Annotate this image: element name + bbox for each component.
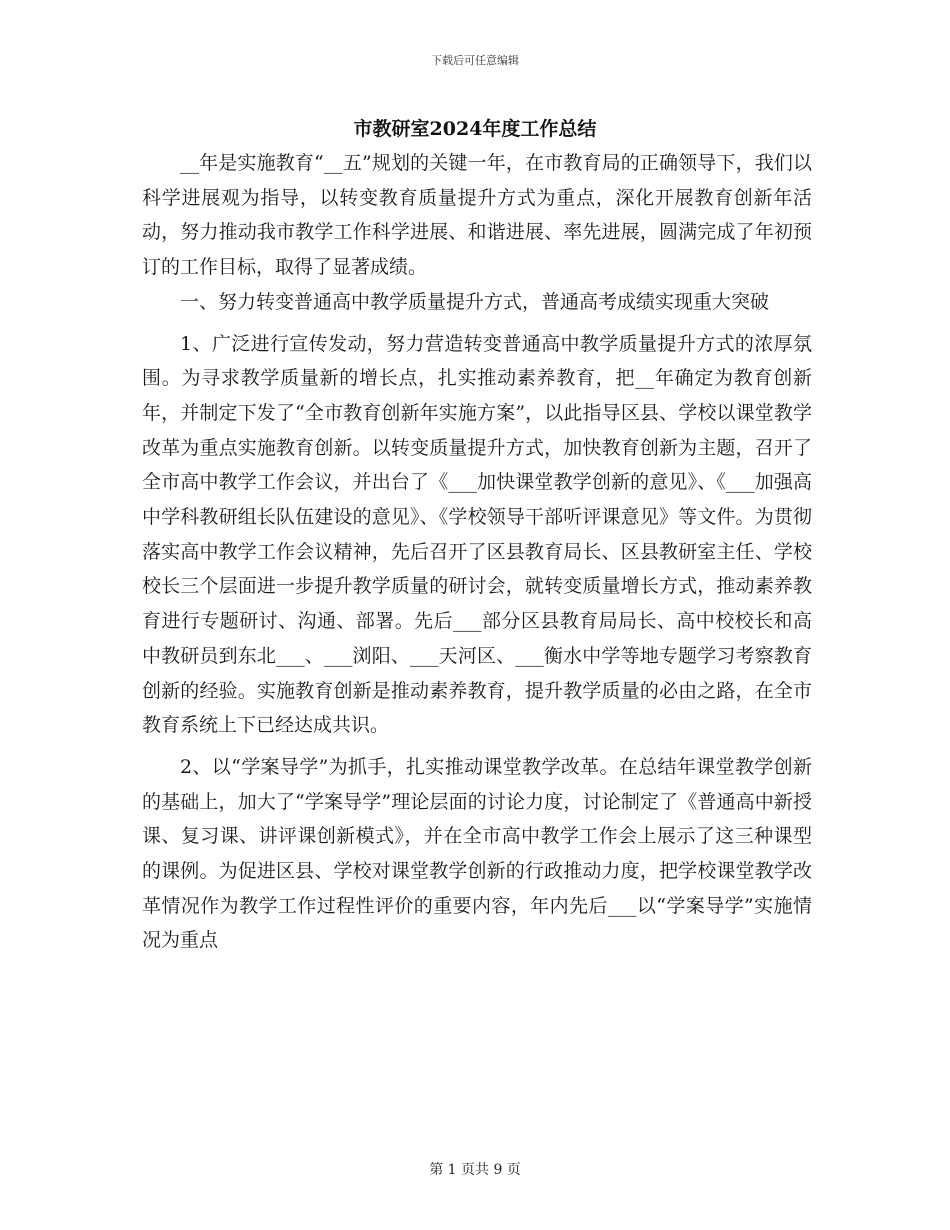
document-title: 市教研室2024年度工作总结 bbox=[353, 118, 597, 140]
paragraph-item-2: 2、以“学案导学”为抓手，扎实推动课堂教学改革。在总结年课堂教学创新的基础上，加大了“学案导学”理论层面的讨论力度，讨论制定了《普通高中新授课、复习课、讲评课创新模式》，并在全市高中教学工作会上展示了这三种课型的课例。为促进区县、学校对课堂教学创新的行政推动力度，把学校课堂教学改革情况作为教学工作过程性评价的重要内容，年内先后___以“学案导学”实施情况为重点 bbox=[142, 755, 812, 952]
section-heading-1: 一、努力转变普通高中教学质量提升方式，普通高考成绩实现重大突破 bbox=[180, 290, 770, 313]
header-note: 下载后可任意编辑 bbox=[431, 54, 519, 67]
paragraph-intro: __年是实施教育“__五”规划的关键一年，在市教育局的正确领导下，我们以科学进展观为指导，以转变教育质量提升方式为重点，深化开展教育创新年活动，努力推动我市教学工作科学进展、和谐进展、率先进展，圆满完成了年初预订的工作目标，取得了显著成绩。 bbox=[142, 152, 812, 279]
document-body bbox=[142, 146, 812, 958]
page-footer: 第 1 页共 9 页 bbox=[429, 1162, 521, 1178]
paragraph-item-1: 1、广泛进行宣传发动，努力营造转变普通高中教学质量提升方式的浓厚氛围。为寻求教学质量新的增长点，扎实推动素养教育，把__年确定为教育创新年，并制定下发了“全市教育创新年实施方案”，以此指导区县、学校以课堂教学改革为重点实施教育创新。以转变质量提升方式，加快教育创新为主题，召开了全市高中教学工作会议，并出台了《___加快课堂教学创新的意见》、《___加强高中学科教研组长队伍建设的意见》、《学校领导干部听评课意见》等文件。为贯彻落实高中教学工作会议精神，先后召开了区县教育局长、区县教研室主任、学校校长三个层面进一步提升教学质量的研讨会，就转变质量增长方式，推动素养教育进行专题研讨、沟通、部署。先后___部分区县教育局局长、高中校校长和高中教研员到东北___、___浏阳、___天河区、___衡水中学等地专题学习考察教育创新的经验。实施教育创新是推动素养教育，提升教学质量的必由之路，在全市教育系统上下已经达成共识。 bbox=[142, 332, 812, 737]
